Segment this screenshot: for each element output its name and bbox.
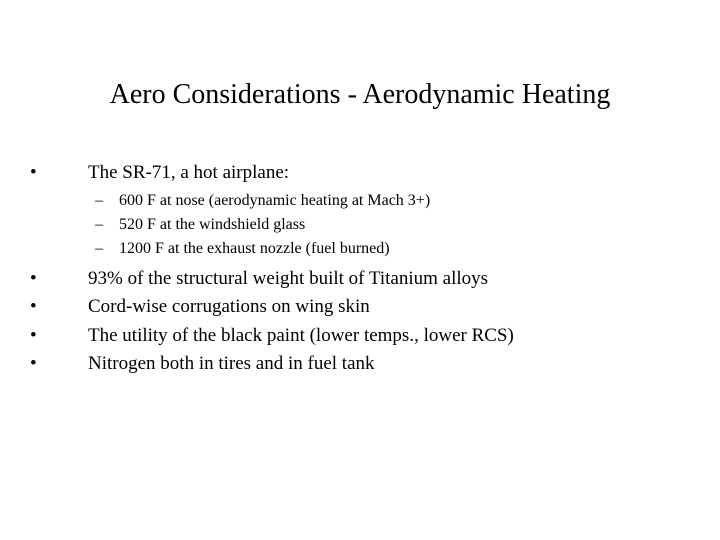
sub-bullet-marker: –	[95, 240, 103, 257]
bullet-marker: •	[30, 268, 37, 289]
bullet-marker: •	[30, 162, 37, 183]
bullet-marker: •	[30, 325, 37, 346]
sub-bullet-text: 600 F at nose (aerodynamic heating at Mach 3+)	[119, 192, 431, 209]
bullet-marker: •	[30, 296, 37, 317]
sub-bullet-text: 1200 F at the exhaust nozzle (fuel burned)	[119, 240, 390, 257]
slide-title: Aero Considerations - Aerodynamic Heating	[109, 79, 611, 110]
bullet-text: The SR-71, a hot airplane:	[88, 162, 290, 183]
sub-bullet-marker: –	[95, 216, 103, 233]
bullet-text: The utility of the black paint (lower temps., lower RCS)	[88, 325, 514, 346]
sub-bullet-marker: –	[95, 192, 103, 209]
sub-bullet-text: 520 F at the windshield glass	[119, 216, 306, 233]
bullet-text: 93% of the structural weight built of Titanium alloys	[88, 268, 489, 289]
bullet-text: Nitrogen both in tires and in fuel tank	[88, 353, 375, 374]
bullet-text: Cord-wise corrugations on wing skin	[88, 296, 370, 317]
bullet-marker: •	[30, 353, 37, 374]
